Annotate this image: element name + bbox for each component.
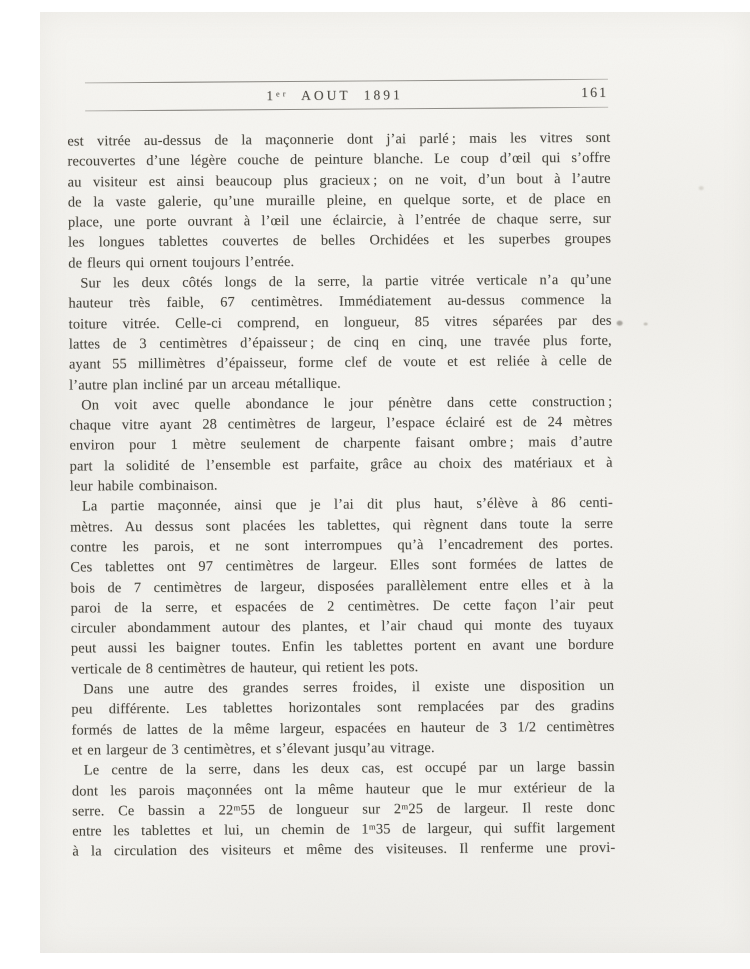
page-number: 161 (580, 85, 609, 101)
page-body (67, 128, 615, 862)
text-line: de la vaste galerie, qu’une muraille pleine, en quelque sorte, et de place en (67, 190, 611, 211)
text-line: Le centre de la serre, dans les deux cas, est occupé par un large bassin (83, 758, 615, 779)
text-line: ayant 55 millimètres d’épaisseur, forme clef de voute et est reliée à celle de (68, 353, 612, 373)
text-line: bois de 7 centimètres de largeur, disposées parallèlement entre elles et à la (70, 576, 614, 597)
text-line: Dans une autre des grandes serres froides, il existe une disposition un (83, 677, 615, 698)
text-line: et en largeur de 3 centimètres, et s’élevant jusqu’au vitrage. (71, 739, 435, 759)
text-line: toiture vitrée. Celle-ci comprend, en longueur, 85 vitres séparées par des (68, 312, 612, 333)
page-content (39, 10, 750, 956)
text-line: lattes de 3 centimètres d’épaisseur ; de cinq en cinq, une travée plus forte, (68, 332, 612, 353)
header-rule-bottom (85, 107, 608, 112)
text-line: les longues tablettes couvertes de belles Orchidées et les superbes groupes (68, 231, 612, 252)
text-line: peut aussi les baigner toutes. Enfin les tablettes portent en avant une bordure (70, 637, 614, 657)
text-line: contre les parois, et ne sont interrompues qu’à l’encadrement des portes. (70, 535, 614, 556)
text-line: au visiteur est ainsi beaucoup plus gracieux ; on ne voit, d’un bout à l’autre (67, 170, 611, 191)
header-rule-top (85, 79, 608, 84)
text-line: serre. Ce bassin a 22ᵐ55 de longueur sur 2ᵐ25 de largeur. Il reste donc (71, 799, 616, 820)
text-line: Sur les deux côtés longs de la serre, la partie vitrée verticale n’a qu’une (80, 271, 612, 292)
ink-speck (644, 322, 648, 325)
text-line: environ pour 1 mètre seulement de charpente faisant ombre ; mais d’autre (69, 434, 613, 454)
text-line: dont les parois maçonnées ont la même hauteur que le mur extérieur de la (71, 779, 615, 800)
text-line: circuler abondamment autour des plantes, et l’air chaud qui monte des tuyaux (70, 616, 614, 637)
text-line: part la solidité de l’ensemble est parfaite, grâce au choix des matériaux et à (69, 454, 613, 475)
text-line: paroi de la serre, et espacées de 2 centimètres. De cette façon l’air peut (70, 596, 614, 617)
text-line: formés de lattes de la même largeur, espacées en hauteur de 3 1/2 centimètres (71, 718, 615, 739)
text-line: chaque vitre ayant 28 centimètres de largeur, l’espace éclairé est de 24 mètres (69, 413, 613, 434)
text-line: Ces tablettes ont 97 centimètres de largeur. Elles sont formées de lattes de (70, 555, 614, 576)
header-date: 1ᵉʳ AOUT 1891 (266, 87, 403, 104)
text-line: mètres. Au dessus sont placées les tablettes, qui règnent dans toute la serre (70, 515, 614, 536)
ink-speck (699, 186, 704, 190)
scanned-page (40, 12, 750, 953)
text-line: peu différente. Les tablettes horizontales sont remplacées par des gradins (71, 698, 615, 718)
text-line: à la circulation des visiteurs et même des visiteuses. Il renferme une provi- (72, 840, 616, 860)
text-line: l’autre plan incliné par un arceau métallique. (69, 375, 341, 394)
text-line: verticale de 8 centimètres de hauteur, qui retient les pots. (70, 658, 419, 678)
text-line: de fleurs qui ornent toujours l’entrée. (68, 253, 295, 272)
text-line: On voit avec quelle abondance le jour pénètre dans cette construction ; (81, 393, 613, 414)
text-line: entre les tablettes et lui, un chemin de 1ᵐ35 de largeur, qui suffit largement (72, 819, 616, 840)
text-line: recouvertes d’une légère couche de peinture blanche. Le coup d’œil qui s’offre (67, 150, 611, 170)
text-line: La partie maçonnée, ainsi que je l’ai dit plus haut, s’élève à 86 centi- (81, 495, 613, 515)
text-line: leur habile combinaison. (69, 477, 218, 495)
text-line: place, une porte ouvrant à l’œil une éclaircie, à l’entrée de chaque serre, sur (67, 210, 611, 231)
text-line: est vitrée au-dessus de la maçonnerie dont j’ai parlé ; mais les vitres sont (67, 129, 611, 150)
ink-speck (617, 321, 623, 326)
page-header (85, 84, 608, 108)
text-line: hauteur très faible, 67 centimètres. Immédiatement au-dessus commence la (68, 292, 612, 312)
